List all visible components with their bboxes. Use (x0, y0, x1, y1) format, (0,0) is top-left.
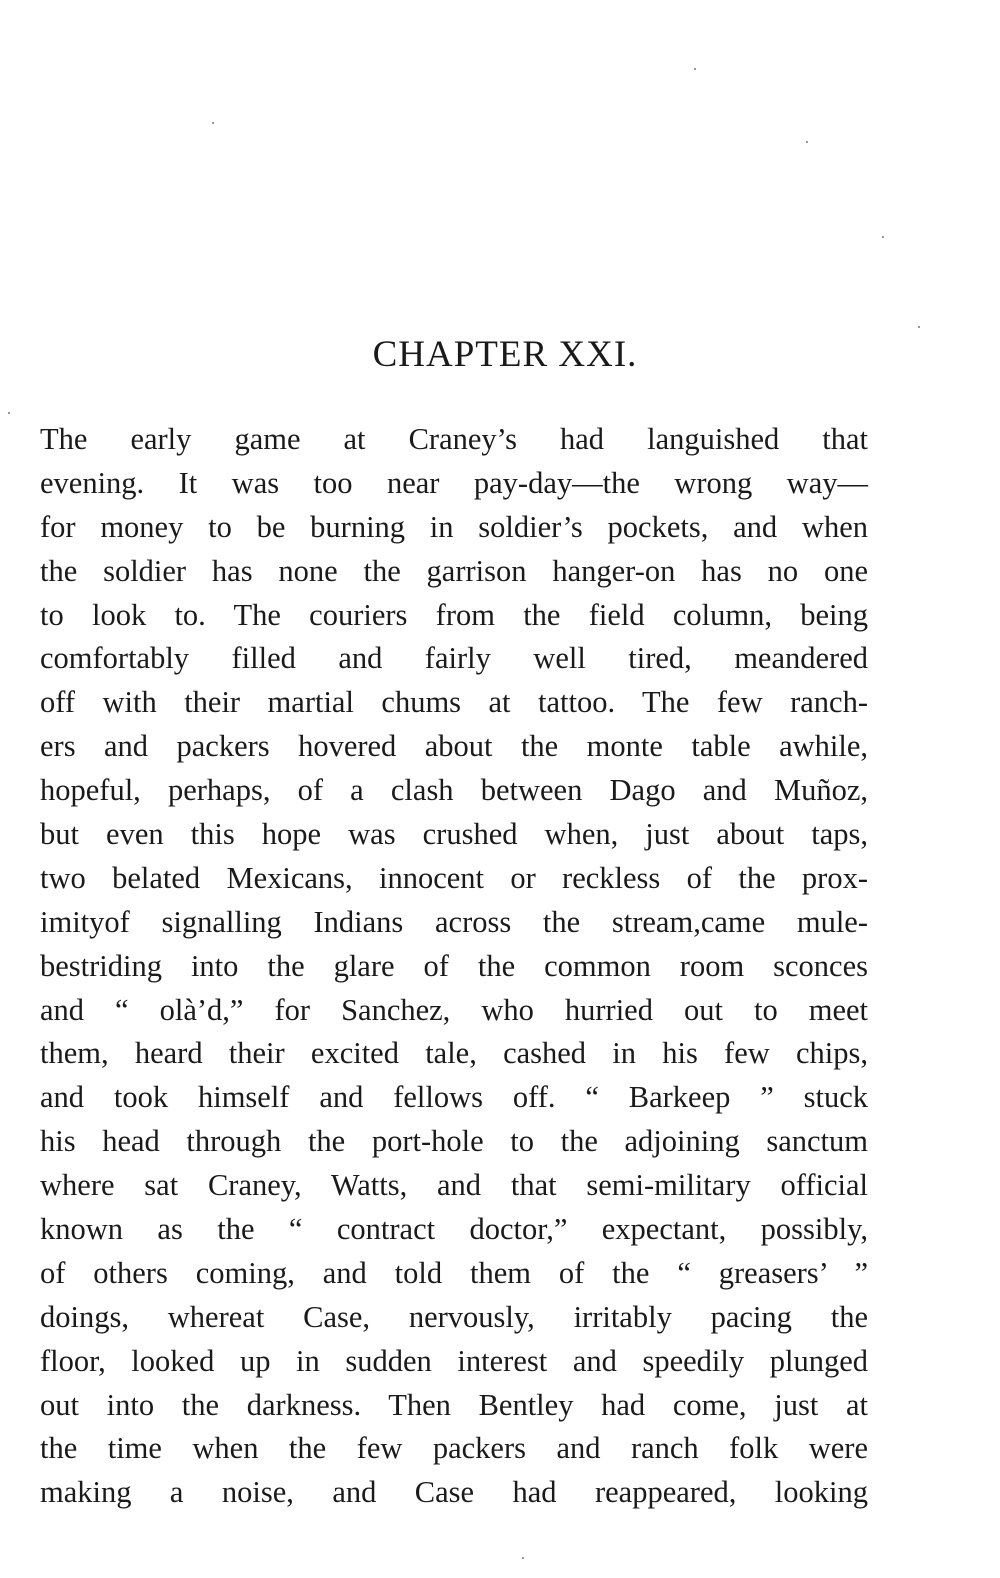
text-line: the time when the few packers and ranch folk were (40, 1431, 868, 1466)
text-line: his head through the port-hole to the adjoining sanctum (40, 1124, 868, 1159)
text-line: bestriding into the glare of the common room sconces (40, 948, 868, 983)
text-line: but even this hope was crushed when, just about taps, (40, 817, 868, 852)
scan-speck (918, 326, 920, 328)
text-line: them, heard their excited tale, cashed in his few chips, (40, 1036, 868, 1071)
text-line: The early game at Craney’s had languished that (40, 422, 868, 456)
text-line: floor, looked up in sudden interest and speedily plunged (40, 1343, 868, 1378)
text-line: off with their martial chums at tattoo. The few ranch- (40, 685, 868, 720)
text-line: and took himself and fellows off. “ Barkeep ” stuck (40, 1080, 868, 1115)
text-line: imityof signalling Indians across the stream,came mule- (40, 904, 868, 939)
text-line: of others coming, and told them of the “ greasers’ ” (40, 1255, 868, 1290)
text-line: making a noise, and Case had reappeared, looking (40, 1475, 868, 1510)
text-line: ers and packers hovered about the monte table awhile, (40, 729, 868, 764)
scan-speck (8, 412, 10, 414)
scan-speck (212, 122, 214, 124)
text-line: for money to be burning in soldier’s pockets, and when (40, 509, 868, 544)
text-line: known as the “ contract doctor,” expectant, possibly, (40, 1212, 868, 1247)
text-line: comfortably filled and fairly well tired, meandered (40, 641, 868, 676)
text-line: to look to. The couriers from the field column, being (40, 597, 868, 632)
text-line: out into the darkness. Then Bentley had come, just at (40, 1387, 868, 1422)
text-line: hopeful, perhaps, of a clash between Dago and Muñoz, (40, 773, 868, 808)
scan-speck (882, 236, 884, 238)
text-line: evening. It was too near pay-day—the wrong way— (40, 465, 868, 500)
text-line: doings, whereat Case, nervously, irritably pacing the (40, 1299, 868, 1334)
text-line: and “ olà’d,” for Sanchez, who hurried out to meet (40, 992, 868, 1027)
chapter-title: CHAPTER XXI. (372, 334, 638, 375)
text-line: the soldier has none the garrison hanger-on has no one (40, 553, 868, 588)
scan-speck (694, 68, 696, 70)
chapter-body (40, 418, 868, 1515)
scan-speck (806, 141, 808, 143)
text-line: where sat Craney, Watts, and that semi-military official (40, 1168, 868, 1203)
scan-speck (522, 1557, 524, 1559)
text-line: two belated Mexicans, innocent or reckless of the prox- (40, 860, 868, 895)
